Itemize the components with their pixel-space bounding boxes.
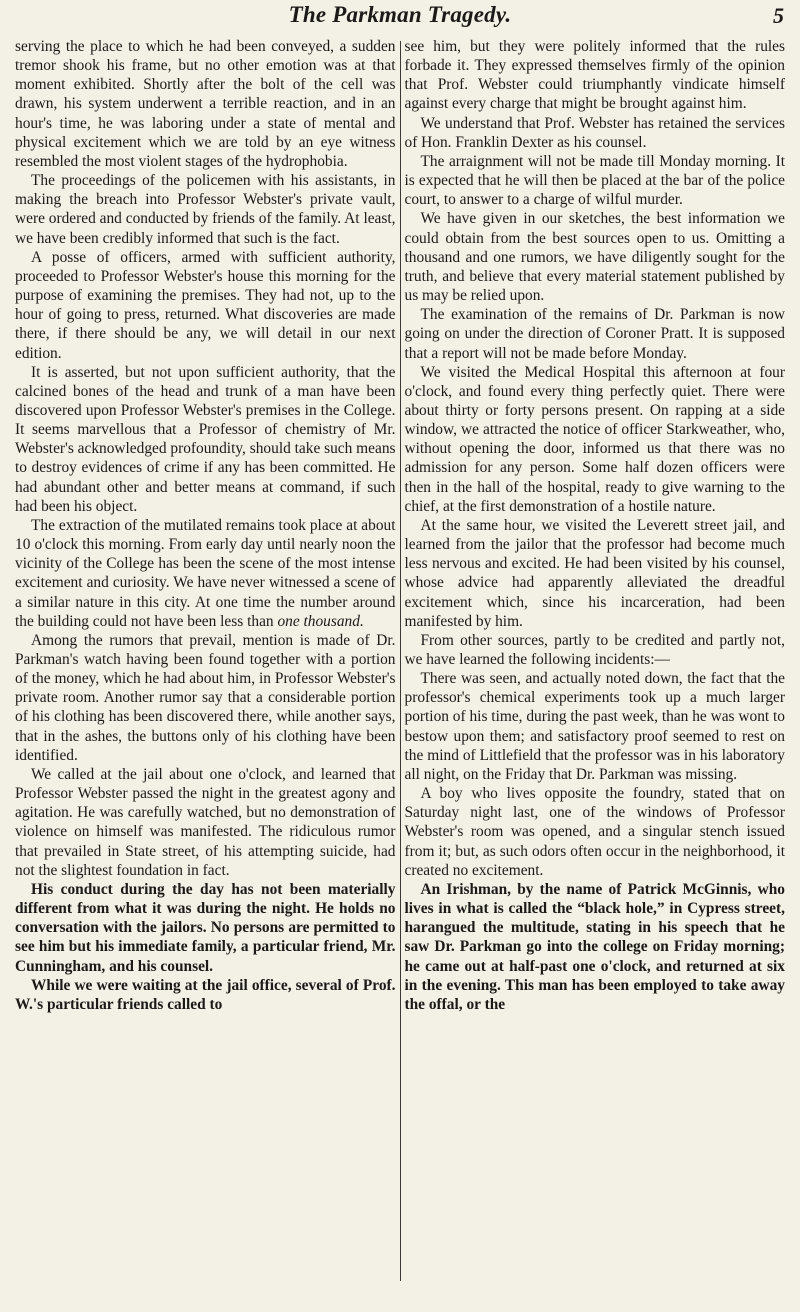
left-column [15,37,400,1307]
paragraph-text: The arraignment will not be made till Monday morning. It is expected that he will then be placed at the bar of the police court, to answer to a charge of wilful murder. [404,152,785,209]
paragraph-text: From other sources, partly to be credited and partly not, we have learned the following incidents:— [404,631,785,668]
paragraph-text: There was seen, and actually noted down, the fact that the professor's chemical experiments took up a much larger portion of his time, during the past week, than he was wont to bestow upon them; and satisfactory proof seemed to rest on the mind of Littlefield that the professor was in his laboratory all night, on the Friday that Dr. Parkman was missing. [404,670,785,783]
paragraph-text: We understand that Prof. Webster has retained the services of Hon. Franklin Dexter as his counsel. [404,114,785,151]
paragraph-text: Among the rumors that prevail, mention is made of Dr. Parkman's watch having been found together with a portion of the money, which he had about him, in Professor Webster's private room. Another rumor say that a considerable portion of his clothing has been discovered there, while another says, that in the ashes, the buttons only of his clothing have been identified. [15,631,396,764]
paragraph-text: It is asserted, but not upon sufficient authority, that the calcined bones of the head and trunk of a man have been discovered upon Professor Webster's premises in the College. It seems marvellous that a Professor of chemistry of Mr. Webster's acknowledged profoundity, should take such means to destroy evidences of crime if any has been committed. He had abundant other and better means at command, if such had been his object. [15,363,396,515]
paragraph [405,305,786,362]
text-columns [15,37,785,1307]
paragraph-text: We have given in our sketches, the best information we could obtain from the best sources open to us. Omitting a thousand and one rumors, we have diligently sought for the truth, and believe that every material statement published by us may be relied upon. [404,210,785,305]
paragraph-text: An Irishman, by the name of Patrick McGinnis, who lives in what is called the “black hole,” in Cypress street, harangued the multitude, stating in his speech that he saw Dr. Parkman go into the college on Friday morning; he came out at half-past one o'clock, and returned at six in the evening. This man has been employed to take away the offal, or the [404,880,785,1013]
paragraph [15,880,396,976]
page-number: 5 [773,3,784,28]
paragraph [15,516,396,631]
paragraph [405,152,786,209]
paragraph [405,37,786,114]
paragraph [405,880,786,1014]
paragraph [15,248,396,363]
paragraph [405,784,786,880]
paragraph [15,171,396,248]
page-header [0,2,800,36]
paragraph-text: see him, but they were politely informed that the rules forbade it. They expressed themselves firmly of the opinion that Prof. Webster could triumphantly vindicate himself against every charge that might be brought against him. [404,38,785,113]
paragraph-text: His conduct during the day has not been materially different from what it was during the night. He holds no conversation with the jailors. No persons are permitted to see him but his immediate family, a particular friend, Mr. Cunningham, and his counsel. [15,880,396,975]
emphasized-text: one thousand. [277,612,364,630]
paragraph [15,631,396,765]
paragraph [15,363,396,516]
paragraph [405,209,786,305]
paragraph [15,765,396,880]
paragraph-text: A posse of officers, armed with sufficient authority, proceeded to Professor Webster's house this morning for the purpose of examining the premises. They had not, up to the hour of going to press, returned. What discoveries are made there, if there should be any, we will detail in our next edition. [15,248,396,362]
paragraph [15,37,396,171]
paragraph-text: At the same hour, we visited the Leverett street jail, and learned from the jailor that the professor had become much less nervous and excited. He had been visited by his counsel, whose advice had apparently alleviated the dreadful excitement which, since his incarceration, had been manifested by him. [404,516,785,630]
paragraph-text: We called at the jail about one o'clock, and learned that Professor Webster passed the night in the greatest agony and agitation. He was carefully watched, but no demonstration of violence on himself was manifested. The ridiculous rumor that prevailed in State street, of his attempting suicide, had not the slightest foundation in fact. [15,765,396,879]
paragraph [15,976,396,1014]
paragraph-text: We visited the Medical Hospital this afternoon at four o'clock, and found every thing perfectly quiet. There were about thirty or forty persons present. On rapping at a side window, we attracted the notice of officer Starkweather, who, without opening the door, informed us that there was no admission for any person. Some half dozen officers were then in the hall of the hospital, ready to give warning to the chief, at the first demonstration of a hostile nature. [404,363,785,515]
paragraph-text: The examination of the remains of Dr. Parkman is now going on under the direction of Coroner Pratt. It is supposed that a report will not be made before Monday. [404,306,785,362]
right-column [401,37,786,1307]
paragraph [405,114,786,152]
paragraph [405,631,786,669]
paragraph [405,516,786,631]
page-title: The Parkman Tragedy. [288,2,512,27]
paragraph [405,669,786,784]
paragraph-text: serving the place to which he had been conveyed, a sudden tremor shook his frame, but no other emotion was at that moment exhibited. Shortly after the bolt of the cell was drawn, his system underwent a terrible reaction, and in an hour's time, he was laboring under a state of mental and physical excitement which we are told by an eye witness resembled the most violent stages of the hydrophobia. [15,38,396,170]
paragraph-text: While we were waiting at the jail office, several of Prof. W.'s particular friends called to [15,976,396,1013]
paragraph [405,363,786,516]
paragraph-text: The proceedings of the policemen with his assistants, in making the breach into Professor Webster's private vault, were ordered and conducted by friends of the family. At least, we have been credibly informed that such is the fact. [15,172,396,247]
paragraph-text: A boy who lives opposite the foundry, stated that on Saturday night last, one of the windows of Professor Webster's room was opened, and a singular stench issued from it; but, as such odors often occur in the neighborhood, it created no excitement. [404,785,785,879]
paragraph-text: The extraction of the mutilated remains took place at about 10 o'clock this morning. From early day until nearly noon the vicinity of the College has been the scene of the most intense excitement and curiosity. We have never witnessed a scene of a similar nature in this city. At one time the number around the building could not have been less than [15,516,396,630]
